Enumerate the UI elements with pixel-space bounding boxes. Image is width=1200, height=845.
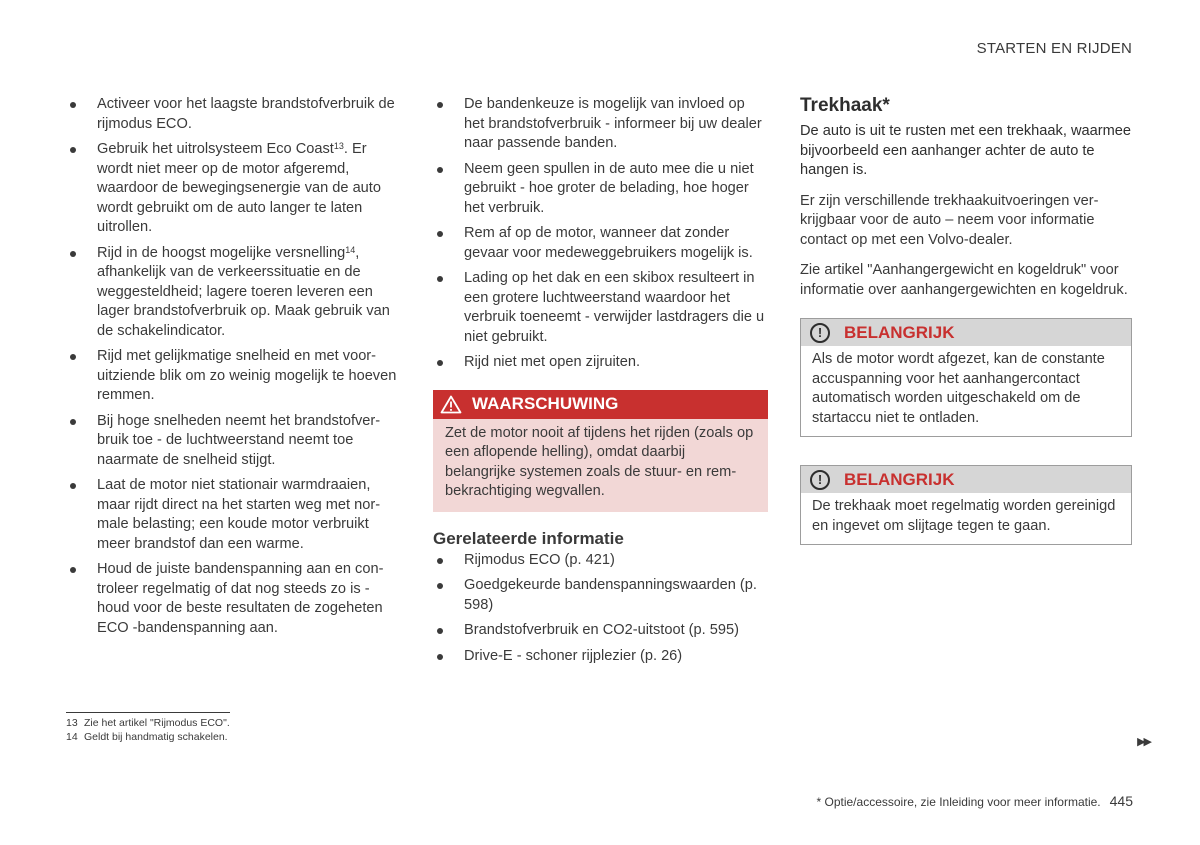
- column-left: [66, 95, 400, 644]
- tips-list-continued: [433, 95, 768, 373]
- important-text: De trekhaak moet regelmatig worden gereinigd en ingevet om slijtage tegen te gaan.: [812, 498, 1116, 534]
- lead-paragraph: De auto is uit te rusten met een trekhaak, waarmee bijvoorbeeld een aanhanger achter de auto te hangen is.: [800, 123, 1131, 178]
- paragraph: Er zijn verschillende trekhaakuitvoeringen verkrijgbaar voor de auto – neem voor informatie contact op met een Volvo-dealer.: [800, 192, 1099, 248]
- list-item-text: Gebruik het uitrolsysteem Eco Coast: [97, 141, 334, 157]
- paragraph: Zie artikel "Aanhangergewicht en kogeldruk" voor informatie over aanhangergewichten en kogeldruk.: [800, 262, 1128, 298]
- page-section-title: STARTEN EN RIJDEN: [976, 40, 1132, 57]
- list-item: Bij hoge snelheden neemt het brandstofverbruik toe - de luchtweerstand neemt toe naarmate de snelheid stijgt.: [66, 412, 400, 471]
- related-link[interactable]: Rijmodus ECO (p. 421): [433, 551, 768, 571]
- list-item: Lading op het dak en een skibox resulteert in een grotere luchtweerstand waardoor het verbruik toeneemt - verwijder lastdragers die u niet gebruikt.: [433, 269, 768, 347]
- list-item: Laat de motor niet stationair warmdraaien, maar rijdt direct na het starten weg met normale belasting; een koude motor verbruikt meer brandstof dan een warme.: [66, 476, 400, 554]
- related-info-list: [433, 551, 768, 667]
- list-item: Rijd met gelijkmatige snelheid en met vooruitziende blik om zo weinig mogelijk te hoeven remmen.: [66, 347, 400, 406]
- footnote-number: 14: [66, 730, 78, 743]
- warning-triangle-icon: [440, 395, 462, 414]
- list-item-text: Rijd in de hoogst mogelijke versnelling: [97, 244, 346, 261]
- footnote: [66, 717, 230, 731]
- list-item-text: . Er wordt niet meer op de motor afgeremd, waardoor de bewegingsenergie van de auto wordt gebruikt om de auto langer te laten uitrollen.: [97, 141, 381, 235]
- list-item: Neem geen spullen in de auto mee die u niet gebruikt - hoe groter de belading, hoe hoger het verbruik.: [433, 160, 768, 219]
- next-page-arrows-icon[interactable]: ▶▶: [1137, 736, 1150, 748]
- footnote-divider: [66, 712, 230, 713]
- important-title: BELANGRIJK: [844, 469, 955, 489]
- warning-title: WAARSCHUWING: [472, 394, 619, 413]
- footnotes: [66, 717, 230, 744]
- related-link[interactable]: Goedgekeurde bandenspanningswaarden (p. 598): [433, 576, 768, 615]
- list-item: Rem af op de motor, wanneer dat zonder gevaar voor medeweggebruikers mogelijk is.: [433, 224, 768, 263]
- footnote-ref-14[interactable]: 14: [345, 244, 356, 255]
- tips-list: [66, 95, 400, 638]
- column-right: [800, 95, 1132, 545]
- related-link[interactable]: Brandstofverbruik en CO2-uitstoot (p. 595): [433, 621, 768, 641]
- page-footer: [817, 793, 1134, 809]
- list-item: Activeer voor het laagste brandstofverbruik de rijmodus ECO.: [66, 95, 400, 134]
- warning-text: Zet de motor nooit af tijdens het rijden (zoals op een aflopende helling), omdat daarbij belangrijke systemen zoals de stuur- en rembekrachtiging wegvallen.: [445, 424, 754, 499]
- exclamation-circle-icon: !: [810, 470, 830, 490]
- footnote-text: Zie het artikel "Rijmodus ECO".: [84, 717, 230, 729]
- important-header: [801, 466, 1131, 493]
- important-text: Als de motor wordt afgezet, kan de constante accuspanning voor het aanhangercontact automatisch worden uitgeschakeld om de startaccu niet te ontladen.: [812, 351, 1105, 426]
- warning-header: [433, 390, 768, 419]
- footnote: [66, 731, 230, 745]
- important-title: BELANGRIJK: [844, 322, 955, 342]
- important-header: [801, 319, 1131, 346]
- footnote-number: 13: [66, 717, 78, 729]
- column-middle: [433, 95, 768, 672]
- important-box: [800, 465, 1132, 545]
- list-item-text: , afhankelijk van de verkeerssituatie en de weggesteldheid; lagere toeren leveren een lager brandstofverbruik op. Maak gebruik van de schakelindicator.: [97, 244, 390, 339]
- list-item: [66, 244, 400, 342]
- exclamation-circle-icon: !: [810, 323, 830, 343]
- important-box: [800, 318, 1132, 437]
- footnote-ref-13[interactable]: 13: [333, 141, 344, 151]
- list-item: Houd de juiste bandenspanning aan en controleer regelmatig of dat nog steeds zo is - houd voor de beste resultaten de zogeheten ECO -bandenspanning aan.: [66, 560, 400, 638]
- list-item: Rijd niet met open zijruiten.: [433, 353, 768, 373]
- accessory-note: * Optie/accessoire, zie Inleiding voor meer informatie.: [816, 795, 1101, 809]
- list-item: [66, 140, 400, 238]
- warning-box: [433, 390, 768, 512]
- page-number: 445: [1109, 793, 1133, 809]
- section-heading: Trekhaak*: [800, 95, 890, 116]
- related-info-heading: Gerelateerde informatie: [433, 528, 624, 548]
- footnote-text: Geldt bij handmatig schakelen.: [84, 730, 228, 743]
- list-item: De bandenkeuze is mogelijk van invloed op het brandstofverbruik - informeer bij uw dealer naar passende banden.: [433, 95, 768, 154]
- related-link[interactable]: Drive-E - schoner rijplezier (p. 26): [433, 647, 768, 667]
